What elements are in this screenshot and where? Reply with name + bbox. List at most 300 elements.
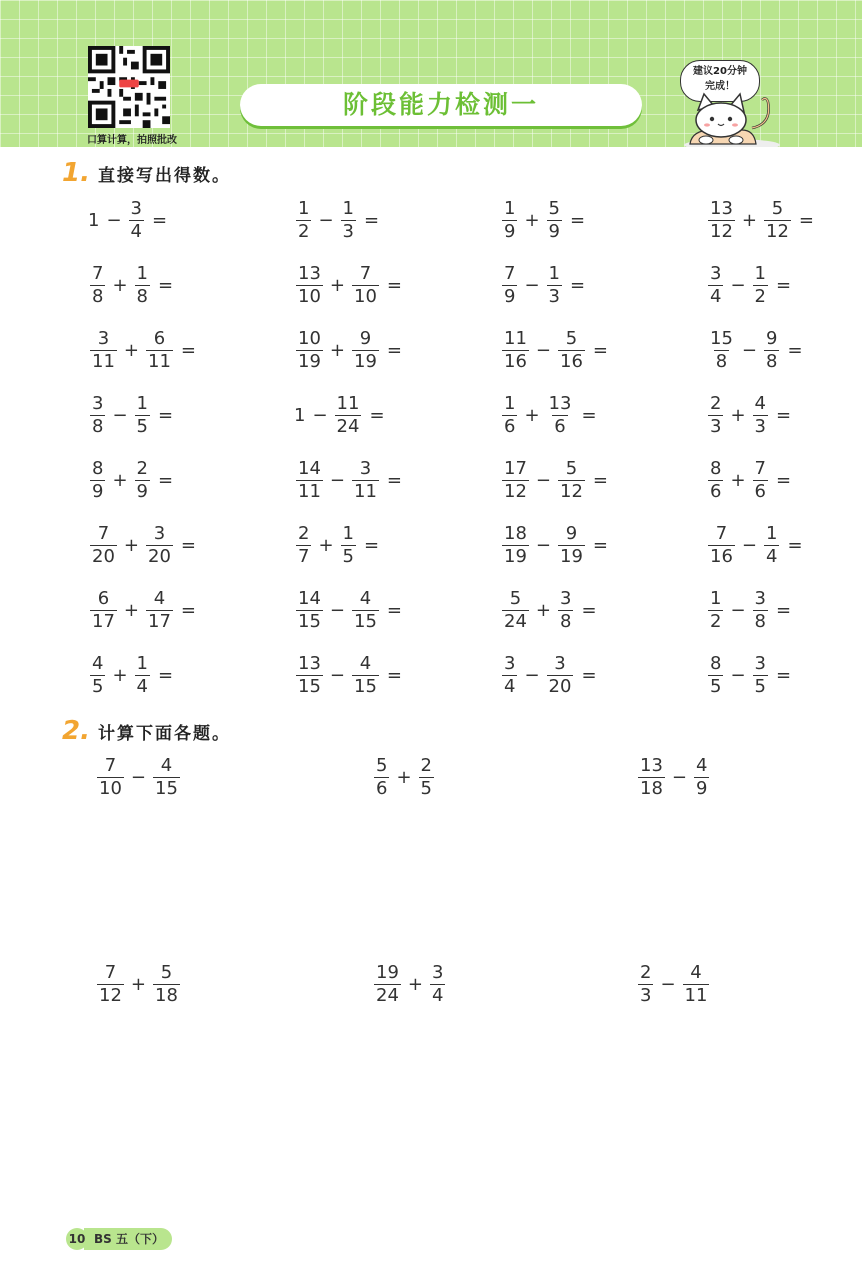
first-fraction: [97, 755, 124, 800]
second-fraction: [135, 653, 150, 698]
denominator: 9: [696, 778, 708, 799]
second-fraction: [764, 198, 791, 243]
section-1-title: 直接写出得数。: [97, 166, 231, 186]
first-fraction: [502, 588, 529, 633]
operator: −: [730, 275, 746, 296]
denominator: 16: [504, 351, 527, 372]
numerator: 1: [548, 263, 560, 284]
operator: −: [524, 665, 540, 686]
numerator: 9: [565, 523, 578, 544]
denominator: 5: [92, 676, 104, 697]
numerator: 19: [376, 962, 399, 983]
second-fraction: [352, 653, 379, 698]
denominator: 15: [155, 778, 178, 799]
operator: −: [130, 767, 146, 788]
math-problem[interactable]: [88, 653, 173, 698]
math-problem[interactable]: [294, 393, 385, 438]
numerator: 1: [504, 393, 516, 414]
numerator: 7: [715, 523, 728, 544]
denominator: 15: [354, 611, 377, 632]
denominator: 5: [420, 778, 432, 799]
second-fraction: [683, 962, 710, 1007]
denominator: 4: [136, 676, 148, 697]
denominator: 4: [710, 286, 722, 307]
first-fraction: [638, 962, 653, 1007]
equals-sign: =: [787, 535, 803, 556]
equals-sign: =: [158, 470, 174, 491]
math-problem[interactable]: [95, 962, 182, 1007]
first-fraction: [296, 588, 323, 633]
equals-sign: =: [570, 210, 586, 231]
math-problem[interactable]: [500, 198, 585, 243]
numerator: 4: [160, 755, 173, 776]
math-problem[interactable]: [294, 653, 402, 698]
second-fraction: [547, 393, 574, 438]
first-fraction: [502, 393, 517, 438]
numerator: 9: [766, 328, 778, 349]
denominator: 4: [504, 676, 516, 697]
denominator: 8: [136, 286, 148, 307]
numerator: 7: [359, 263, 372, 284]
numerator: 1: [710, 588, 722, 609]
numerator: 13: [640, 755, 663, 776]
numerator: 1: [766, 523, 778, 544]
numerator: 1: [136, 263, 148, 284]
denominator: 3: [548, 286, 560, 307]
denominator: 10: [354, 286, 377, 307]
operator: +: [741, 210, 757, 231]
numerator: 3: [97, 328, 110, 349]
numerator: 7: [754, 458, 766, 479]
second-fraction: [129, 198, 144, 243]
denominator: 6: [376, 778, 388, 799]
section-2-number: 2.: [62, 716, 90, 746]
numerator: 11: [336, 393, 360, 414]
numerator: 4: [696, 755, 708, 776]
operator: −: [660, 974, 676, 995]
numerator: 1: [298, 198, 310, 219]
second-fraction: [341, 523, 356, 568]
operator: +: [329, 275, 345, 296]
denominator: 12: [504, 481, 527, 502]
denominator: 15: [298, 611, 321, 632]
denominator: 24: [336, 416, 360, 437]
denominator: 4: [130, 221, 142, 242]
math-problem[interactable]: [88, 328, 196, 373]
denominator: 12: [710, 221, 733, 242]
numerator: 3: [130, 198, 142, 219]
denominator: 7: [298, 546, 310, 567]
denominator: 16: [560, 351, 583, 372]
second-fraction: [764, 523, 779, 568]
operator: −: [329, 470, 345, 491]
denominator: 12: [99, 985, 122, 1006]
first-fraction: [296, 523, 311, 568]
title-banner: [240, 84, 642, 126]
footer-label: BS 五（下）: [84, 1228, 172, 1250]
second-fraction: [352, 458, 379, 503]
equals-sign: =: [386, 470, 402, 491]
math-problem[interactable]: [636, 755, 711, 800]
first-fraction: [90, 458, 105, 503]
denominator: 11: [92, 351, 115, 372]
numerator: 2: [136, 458, 148, 479]
numerator: 1: [754, 263, 766, 284]
cat-mascot-icon: [682, 90, 782, 147]
equals-sign: =: [180, 600, 196, 621]
denominator: 19: [298, 351, 321, 372]
operator: −: [535, 340, 551, 361]
numerator: 3: [92, 393, 104, 414]
page-title: 阶段能力检测一: [342, 90, 539, 119]
operator: +: [112, 470, 128, 491]
second-fraction: [558, 458, 585, 503]
second-fraction: [419, 755, 434, 800]
equals-sign: =: [386, 275, 402, 296]
equals-sign: =: [180, 535, 196, 556]
math-problem[interactable]: [88, 198, 167, 243]
denominator: 3: [754, 416, 766, 437]
first-fraction: [638, 755, 665, 800]
first-fraction: [374, 962, 401, 1007]
numerator: 5: [771, 198, 784, 219]
operator: +: [730, 470, 746, 491]
numerator: 3: [560, 588, 572, 609]
equals-sign: =: [158, 665, 174, 686]
math-problem[interactable]: [706, 588, 791, 633]
operator: −: [535, 535, 551, 556]
section-1-number: 1.: [62, 158, 90, 188]
qr-code-icon[interactable]: [88, 46, 170, 128]
first-fraction: [90, 653, 105, 698]
denominator: 8: [715, 351, 728, 372]
second-fraction: [558, 328, 585, 373]
numerator: 5: [565, 458, 578, 479]
numerator: 7: [104, 755, 117, 776]
second-fraction: [135, 263, 150, 308]
operator: −: [741, 340, 757, 361]
operator: +: [407, 974, 423, 995]
first-fraction: [374, 755, 389, 800]
denominator: 5: [754, 676, 766, 697]
numerator: 7: [104, 962, 117, 983]
numerator: 4: [754, 393, 766, 414]
math-problem[interactable]: [372, 962, 447, 1007]
numerator: 1: [504, 198, 516, 219]
numerator: 13: [710, 198, 733, 219]
denominator: 6: [554, 416, 566, 437]
second-fraction: [753, 263, 768, 308]
denominator: 20: [92, 546, 115, 567]
math-problem[interactable]: [706, 523, 803, 568]
equals-sign: =: [776, 275, 792, 296]
numerator: 4: [359, 653, 372, 674]
denominator: 9: [92, 481, 104, 502]
denominator: 24: [376, 985, 399, 1006]
denominator: 12: [766, 221, 789, 242]
numerator: 13: [298, 263, 321, 284]
first-fraction: [90, 263, 105, 308]
operator: −: [524, 275, 540, 296]
second-fraction: [547, 198, 562, 243]
equals-sign: =: [787, 340, 803, 361]
denominator: 5: [136, 416, 148, 437]
denominator: 4: [766, 546, 778, 567]
denominator: 20: [148, 546, 171, 567]
numerator: 7: [504, 263, 516, 284]
operator: +: [123, 340, 139, 361]
operator: −: [329, 600, 345, 621]
equals-sign: =: [776, 405, 792, 426]
equals-sign: =: [364, 210, 380, 231]
math-problem[interactable]: [294, 458, 402, 503]
denominator: 12: [560, 481, 583, 502]
numerator: 8: [92, 458, 104, 479]
denominator: 20: [548, 676, 572, 697]
operator: +: [730, 405, 746, 426]
numerator: 6: [97, 588, 110, 609]
math-problem[interactable]: [500, 458, 608, 503]
second-fraction: [547, 263, 562, 308]
math-problem[interactable]: [500, 588, 597, 633]
operator: −: [318, 210, 334, 231]
math-problem[interactable]: [500, 328, 608, 373]
second-fraction: [352, 328, 379, 373]
numerator: 18: [504, 523, 527, 544]
math-problem[interactable]: [88, 588, 196, 633]
operator: −: [741, 535, 757, 556]
denominator: 5: [342, 546, 354, 567]
first-fraction: [708, 198, 735, 243]
denominator: 17: [92, 611, 115, 632]
math-problem[interactable]: [500, 653, 597, 698]
section-2-heading: [62, 716, 231, 746]
first-fraction: [296, 328, 323, 373]
first-fraction: [708, 588, 723, 633]
operator: −: [730, 665, 746, 686]
denominator: 8: [92, 416, 104, 437]
first-fraction: [90, 588, 117, 633]
first-fraction: [502, 653, 517, 698]
denominator: 18: [640, 778, 663, 799]
numerator: 3: [153, 523, 166, 544]
numerator: 2: [640, 962, 652, 983]
numerator: 1: [342, 523, 354, 544]
numerator: 11: [504, 328, 527, 349]
denominator: 10: [298, 286, 321, 307]
numerator: 5: [548, 198, 560, 219]
numerator: 13: [298, 653, 321, 674]
numerator: 1: [136, 393, 148, 414]
equals-sign: =: [364, 535, 380, 556]
numerator: 2: [710, 393, 722, 414]
qr-caption: 口算计算，拍照批改: [87, 135, 177, 146]
numerator: 4: [359, 588, 372, 609]
math-problem[interactable]: [88, 263, 173, 308]
first-fraction: [502, 263, 517, 308]
operator: +: [329, 340, 345, 361]
operator: −: [671, 767, 687, 788]
operator: +: [524, 210, 540, 231]
math-problem[interactable]: [706, 328, 803, 373]
math-problem[interactable]: [294, 588, 402, 633]
numerator: 15: [710, 328, 733, 349]
equals-sign: =: [592, 340, 608, 361]
first-fraction: [502, 523, 529, 568]
numerator: 9: [359, 328, 372, 349]
first-fraction: [90, 393, 105, 438]
numerator: 3: [710, 263, 722, 284]
equals-sign: =: [386, 665, 402, 686]
first-fraction: [708, 393, 723, 438]
numerator: 3: [504, 653, 516, 674]
second-fraction: [547, 653, 574, 698]
operator: +: [112, 665, 128, 686]
math-problem[interactable]: [294, 263, 402, 308]
numerator: 4: [92, 653, 104, 674]
denominator: 16: [710, 546, 733, 567]
denominator: 6: [504, 416, 516, 437]
denominator: 8: [560, 611, 572, 632]
second-fraction: [135, 458, 150, 503]
math-problem[interactable]: [294, 198, 379, 243]
denominator: 15: [354, 676, 377, 697]
math-problem[interactable]: [636, 962, 711, 1007]
first-whole-number: 1: [88, 210, 100, 231]
first-fraction: [502, 328, 529, 373]
math-problem[interactable]: [706, 198, 814, 243]
second-fraction: [764, 328, 779, 373]
operator: +: [318, 535, 334, 556]
numerator: 4: [153, 588, 166, 609]
denominator: 11: [684, 985, 708, 1006]
operator: −: [535, 470, 551, 491]
operator: +: [524, 405, 540, 426]
first-fraction: [708, 523, 735, 568]
operator: +: [123, 600, 139, 621]
denominator: 9: [136, 481, 148, 502]
denominator: 9: [548, 221, 560, 242]
numerator: 3: [554, 653, 566, 674]
denominator: 10: [99, 778, 122, 799]
denominator: 11: [354, 481, 377, 502]
math-problem[interactable]: [88, 393, 173, 438]
math-problem[interactable]: [500, 523, 608, 568]
denominator: 8: [754, 611, 766, 632]
second-fraction: [153, 755, 180, 800]
equals-sign: =: [158, 405, 174, 426]
numerator: 8: [710, 653, 722, 674]
equals-sign: =: [776, 470, 792, 491]
math-problem[interactable]: [706, 263, 791, 308]
second-fraction: [430, 962, 445, 1007]
first-fraction: [708, 653, 723, 698]
math-problem[interactable]: [88, 458, 173, 503]
equals-sign: =: [581, 665, 597, 686]
section-2-title: 计算下面各题。: [97, 724, 231, 744]
second-fraction: [352, 588, 379, 633]
numerator: 5: [376, 755, 388, 776]
first-fraction: [97, 962, 124, 1007]
numerator: 2: [420, 755, 432, 776]
equals-sign: =: [798, 210, 814, 231]
operator: +: [123, 535, 139, 556]
math-problem[interactable]: [88, 523, 196, 568]
operator: −: [329, 665, 345, 686]
denominator: 9: [504, 286, 516, 307]
math-problem[interactable]: [706, 653, 791, 698]
second-fraction: [558, 588, 573, 633]
first-fraction: [296, 653, 323, 698]
denominator: 6: [754, 481, 766, 502]
operator: +: [130, 974, 146, 995]
second-fraction: [753, 458, 768, 503]
denominator: 8: [766, 351, 778, 372]
numerator: 10: [298, 328, 321, 349]
first-fraction: [708, 328, 735, 373]
numerator: 3: [432, 962, 444, 983]
numerator: 7: [97, 523, 110, 544]
operator: +: [396, 767, 412, 788]
second-fraction: [753, 393, 768, 438]
numerator: 4: [690, 962, 702, 983]
second-fraction: [146, 588, 173, 633]
equals-sign: =: [152, 210, 168, 231]
operator: −: [106, 210, 122, 231]
numerator: 8: [710, 458, 722, 479]
equals-sign: =: [386, 600, 402, 621]
equals-sign: =: [180, 340, 196, 361]
denominator: 3: [342, 221, 354, 242]
equals-sign: =: [592, 535, 608, 556]
denominator: 3: [710, 416, 722, 437]
equals-sign: =: [776, 600, 792, 621]
second-fraction: [558, 523, 585, 568]
first-fraction: [502, 198, 517, 243]
numerator: 7: [92, 263, 104, 284]
math-problem[interactable]: [372, 755, 436, 800]
math-problem[interactable]: [95, 755, 182, 800]
math-problem[interactable]: [706, 458, 791, 503]
denominator: 19: [504, 546, 527, 567]
math-problem[interactable]: [294, 328, 402, 373]
denominator: 8: [92, 286, 104, 307]
denominator: 11: [148, 351, 171, 372]
math-problem[interactable]: [500, 263, 585, 308]
denominator: 24: [504, 611, 527, 632]
operator: +: [112, 275, 128, 296]
first-fraction: [296, 263, 323, 308]
math-problem[interactable]: [500, 393, 597, 438]
first-fraction: [296, 458, 323, 503]
numerator: 1: [136, 653, 148, 674]
numerator: 3: [754, 653, 766, 674]
operator: −: [730, 600, 746, 621]
math-problem[interactable]: [706, 393, 791, 438]
denominator: 9: [504, 221, 516, 242]
denominator: 19: [560, 546, 583, 567]
denominator: 5: [710, 676, 722, 697]
equals-sign: =: [386, 340, 402, 361]
numerator: 5: [509, 588, 522, 609]
bubble-line-2: 完成！: [705, 81, 735, 92]
denominator: 3: [640, 985, 652, 1006]
second-fraction: [341, 198, 356, 243]
math-problem[interactable]: [294, 523, 379, 568]
page-number: 10: [66, 1228, 88, 1250]
denominator: 4: [432, 985, 444, 1006]
second-fraction: [335, 393, 362, 438]
